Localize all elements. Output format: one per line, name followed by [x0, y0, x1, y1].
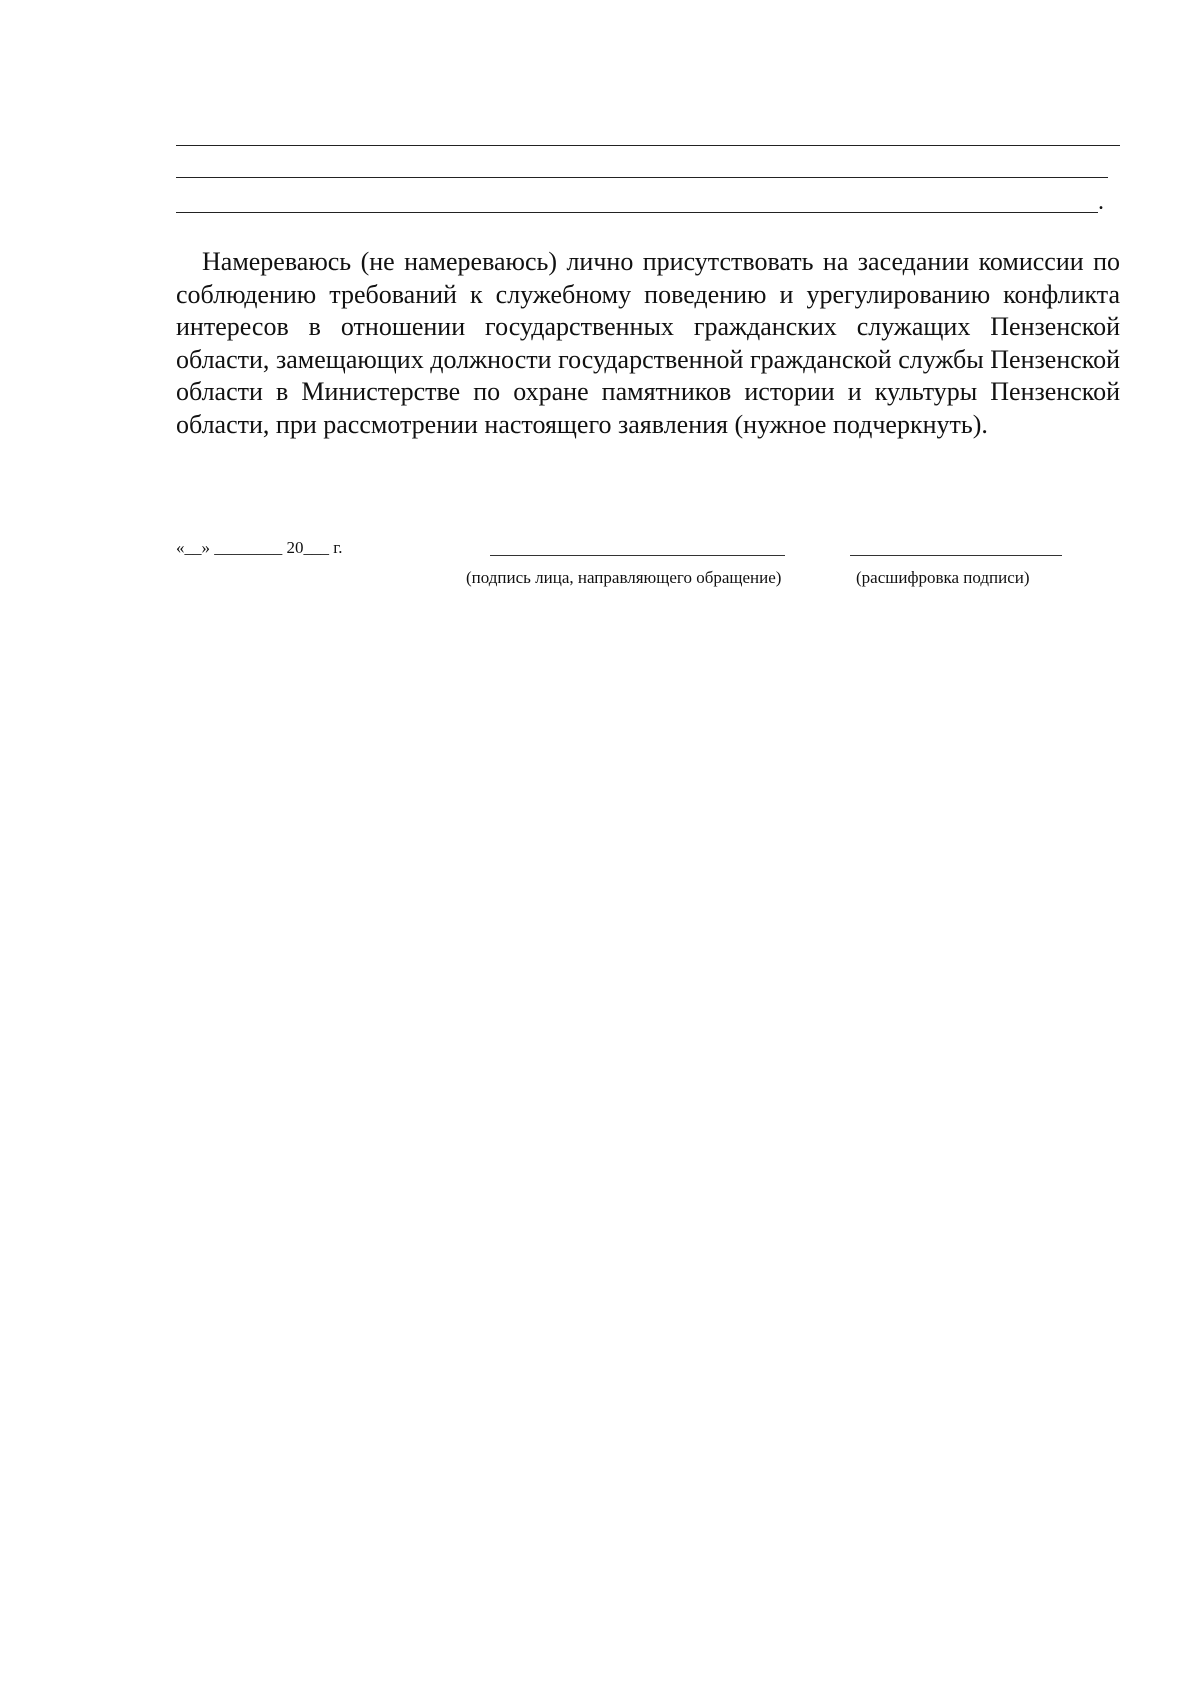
blank-line-3	[176, 212, 1098, 213]
blank-line-2	[176, 177, 1108, 178]
blank-line-1	[176, 145, 1120, 146]
signature-caption: (подпись лица, направляющего обращение)	[466, 568, 782, 587]
signature-line	[490, 555, 785, 556]
attendance-statement: Намереваюсь (не намереваюсь) лично присутствовать на заседании комиссии по соблюдению требований к служебному поведению и урегулированию конфликта интересов в отношении государственных гражданских служащих Пензенской области, замещающих должности государственной гражданской службы Пензенской области в Министерстве по охране памятников истории и культуры Пензенской области, при рассмотрении настоящего заявления (нужное подчеркнуть).	[176, 247, 1120, 439]
signature-decryption-caption: (расшифровка подписи)	[856, 568, 1030, 587]
date-field: «__» ________ 20___ г.	[176, 538, 343, 557]
blank-line-period: .	[1098, 189, 1104, 215]
signature-decryption-line	[850, 555, 1062, 556]
